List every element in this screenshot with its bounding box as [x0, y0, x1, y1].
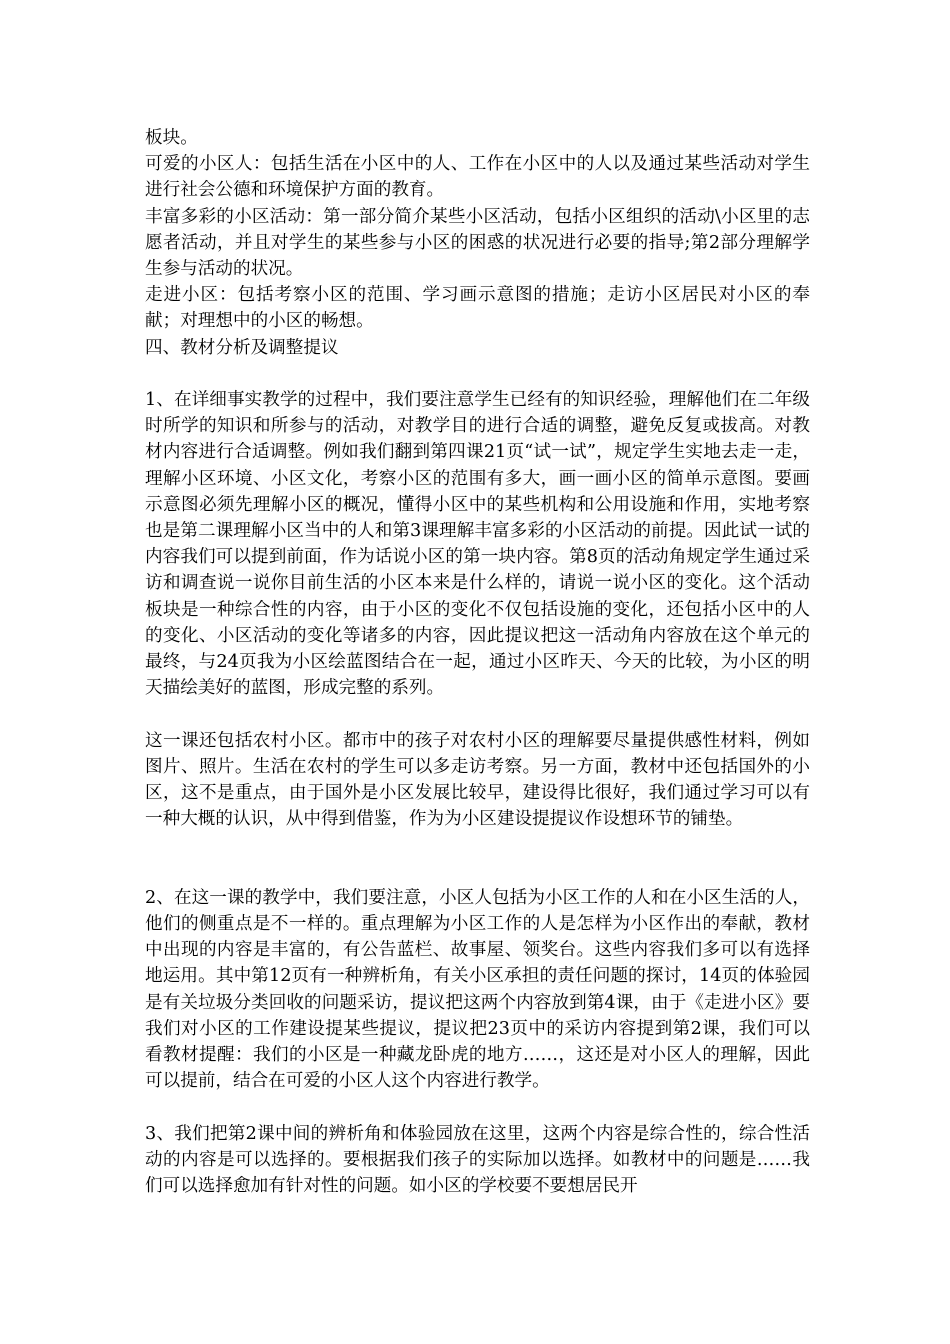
- text-line: 丰富多彩的小区活动：第一部分简介某些小区活动，包括小区组织的活动\小区里的志愿者活动，并且对学生的某些参与小区的困惑的状况进行必要的指导;第2部分理解学生参与活动的状况。: [145, 206, 810, 280]
- text-line: 板块。: [145, 128, 198, 148]
- paragraph: 2、在这一课的教学中，我们要注意，小区人包括为小区工作的人和在小区生活的人，他们的侧重点是不一样的。重点理解为小区工作的人是怎样为小区作出的奉献，教材中出现的内容是丰富的，有公告蓝栏、故事屋、领奖台。这些内容我们多可以有选择地运用。其中第12页有一种辨析角，有关小区承担的责任问题的探讨，14页的体验园是有关垃圾分类回收的问题采访，提议把这两个内容放到第4课，由于《走进小区》要我们对小区的工作建设提某些提议，提议把23页中的采访内容提到第2课，我们可以看教材提醒：我们的小区是一种藏龙卧虎的地方……，这还是对小区人的理解，因此可以提前，结合在可爱的小区人这个内容进行教学。: [145, 887, 810, 1092]
- blank-line: [145, 361, 810, 387]
- blank-line: [145, 832, 810, 884]
- text-line: 走进小区：包括考察小区的范围、学习画示意图的措施；走访小区居民对小区的奉献；对理想中的小区的畅想。: [145, 285, 810, 332]
- paragraph: 这一课还包括农村小区。都市中的孩子对农村小区的理解要尽量提供感性材料，例如图片、照片。生活在农村的学生可以多走访考察。另一方面，教材中还包括国外的小区，这不是重点，由于国外是小区发展比较早，建设得比很好，我们通过学习可以有一种大概的认识，从中得到借鉴，作为为小区建设提提议作设想环节的铺垫。: [145, 730, 810, 830]
- blank-line: [145, 1094, 810, 1120]
- paragraph: 1、在详细事实教学的过程中，我们要注意学生已经有的知识经验，理解他们在二年级时所学的知识和所参与的活动，对教学目的进行合适的调整，避免反复或拔高。对教材内容进行合适调整。例如我们翻到第四课21页“试一试”，规定学生实地去走一走，理解小区环境、小区文化，考察小区的范围有多大，画一画小区的简单示意图。要画示意图必须先理解小区的概况，懂得小区中的某些机构和公用设施和作用，实地考察也是第二课理解小区当中的人和第3课理解丰富多彩的小区活动的前提。因此试一试的内容我们可以提到前面，作为话说小区的第一块内容。第8页的活动角规定学生通过采访和调查说一说你目前生活的小区本来是什么样的，请说一说小区的变化。这个活动板块是一种综合性的内容，由于小区的变化不仅包括设施的变化，还包括小区中的人的变化、小区活动的变化等诸多的内容，因此提议把这一活动角内容放在这个单元的最终，与24页我为小区绘蓝图结合在一起，通过小区昨天、今天的比较，为小区的明天描绘美好的蓝图，形成完整的系列。: [145, 390, 810, 699]
- document-page: [145, 125, 810, 1199]
- text-line: 可爱的小区人：包括生活在小区中的人、工作在小区中的人以及通过某些活动对学生进行社会公德和环境保护方面的教育。: [145, 154, 810, 201]
- section-heading: 四、教材分析及调整提议: [145, 337, 339, 358]
- paragraph: 3、我们把第2课中间的辨析角和体验园放在这里，这两个内容是综合性的，综合性活动的内容是可以选择的。要根据我们孩子的实际加以选择。如教材中的问题是……我们可以选择愈加有针对性的问题。如小区的学校要不要想居民开: [145, 1123, 810, 1197]
- blank-line: [145, 701, 810, 727]
